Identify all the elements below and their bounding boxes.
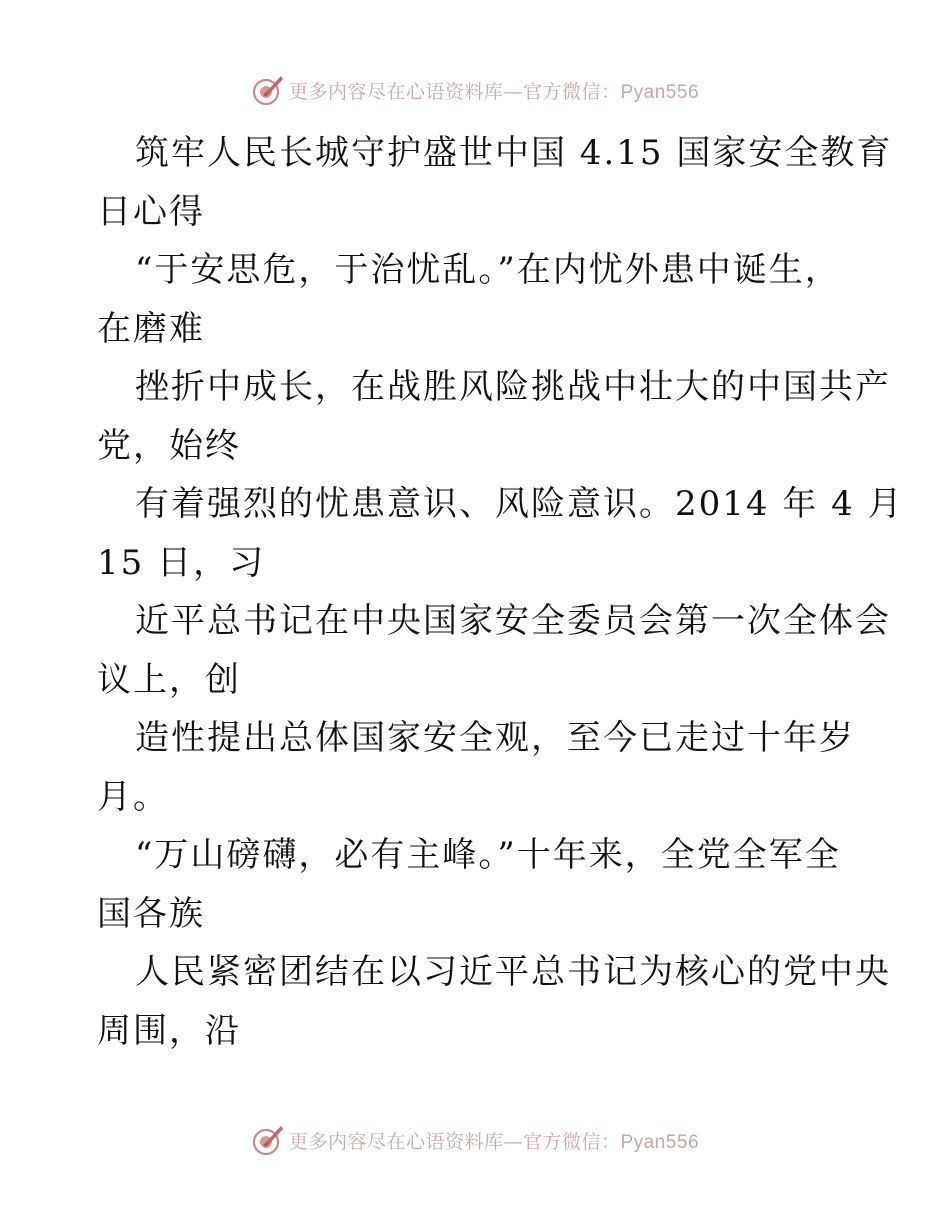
text-line: 造性提出总体国家安全观，至今已走过十年岁 <box>135 718 855 758</box>
text-line: 月。 <box>97 776 169 817</box>
watermark-wechat-label: 官方微信： <box>522 1130 621 1153</box>
watermark-separator: — <box>503 80 523 103</box>
watermark-separator: — <box>503 1130 523 1153</box>
pen-nib-seal-icon <box>251 73 285 107</box>
text-line: 日心得 <box>97 191 205 232</box>
text-line: “于安思危，于治忧乱。”在内忧外患中诞生， <box>135 250 841 290</box>
watermark-cn-text: 更多内容尽在心语资料库 <box>288 1130 504 1153</box>
watermark-wechat-id: Pyan556 <box>620 81 700 103</box>
text-line: 党，始终 <box>97 425 241 466</box>
text-line: “万山磅礴，必有主峰。”十年来，全党全军全 <box>135 835 841 875</box>
text-line: 国各族 <box>97 893 205 934</box>
watermark-cn-text: 更多内容尽在心语资料库 <box>288 80 504 103</box>
text-line: 在磨难 <box>97 308 205 349</box>
watermark-wechat-label: 官方微信： <box>522 80 621 103</box>
pen-nib-seal-icon <box>251 1123 285 1157</box>
text-line: 人民紧密团结在以习近平总书记为核心的党中央 <box>135 952 891 992</box>
watermark-wechat-id: Pyan556 <box>620 1131 700 1153</box>
text-line: 筑牢人民长城守护盛世中国 4.15 国家安全教育 <box>135 133 893 173</box>
header-watermark <box>0 70 950 110</box>
text-line: 近平总书记在中央国家安全委员会第一次全体会 <box>135 601 891 641</box>
footer-watermark <box>0 1120 950 1160</box>
document-body <box>97 124 904 1060</box>
text-line: 15 日，习 <box>97 542 266 583</box>
text-line: 议上，创 <box>97 659 241 700</box>
text-line: 挫折中成长，在战胜风险挑战中壮大的中国共产 <box>135 367 891 407</box>
text-line: 有着强烈的忧患意识、风险意识。2014 年 4 月 <box>135 484 904 524</box>
text-line: 周围，沿 <box>97 1010 241 1051</box>
